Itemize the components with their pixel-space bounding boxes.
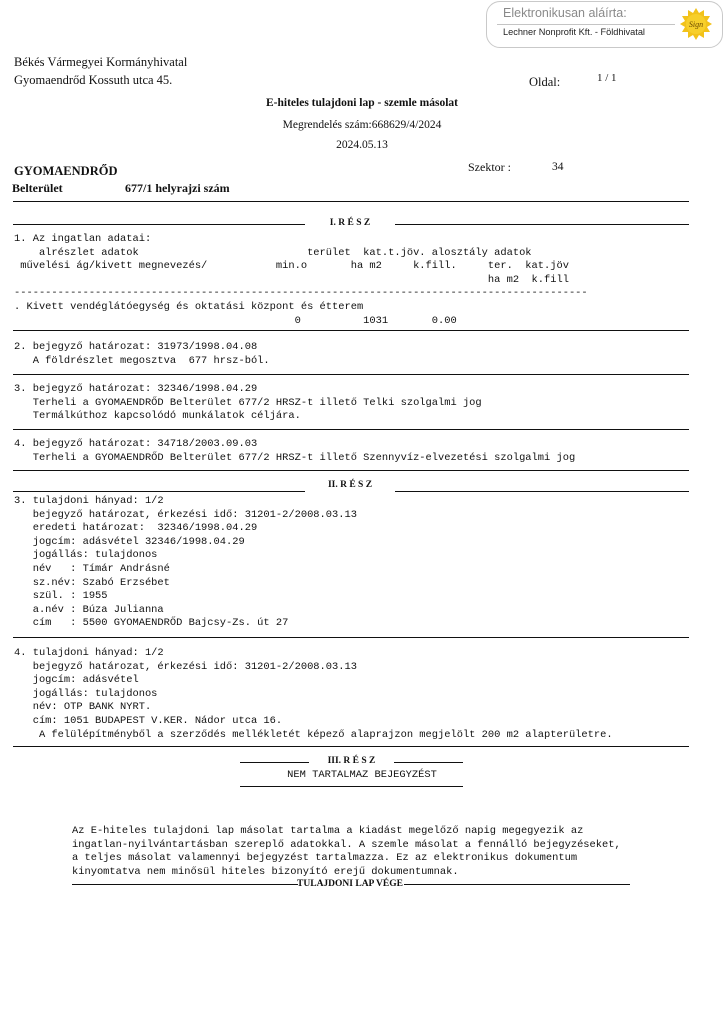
signature-title: Elektronikusan aláírta: [503,6,627,20]
entry-3 [14,383,482,424]
sector-value: 34 [552,161,564,173]
sector-label: Szektor : [468,160,511,174]
parcel-number: 677/1 helyrajzi szám [125,181,230,195]
page-label: Oldal: [529,75,561,89]
svg-text:Sign: Sign [688,20,704,29]
text-line: Az E-hiteles tulajdoni lap másolat tartalma a kiadást megelőző napig megegyezik az [72,825,584,837]
office-address: Gyomaendrőd Kossuth utca 45. [14,73,173,87]
text-line: név: OTP BANK NYRT. [14,701,152,714]
part1-rule-right [395,224,689,225]
no-entries-note: NEM TARTALMAZ BEJEGYZÉST [287,769,437,781]
text-line: 3. tulajdoni hányad: 1/2 [14,495,164,507]
order-number: Megrendelés szám:668629/4/2024 [282,119,442,131]
text-line: szül. : 1955 [14,590,108,603]
part2-rule-top [13,470,689,471]
part3-rule-right [394,762,463,763]
part1-rule-left [13,224,305,225]
text-line: sz.név: Szabó Erzsébet [14,576,170,589]
document-title: E-hiteles tulajdoni lap - szemle másolat [266,97,458,109]
owner-4-block [14,647,613,742]
text-line: a teljes másolat valamennyi bejegyzést tartalmazza. Ez az elektronikus dokumentum [72,852,578,865]
issuing-office: Békés Vármegyei Kormányhivatal [14,55,188,69]
text-line: ha m2 k.fill [14,273,569,286]
entry-divider [13,374,689,375]
text-line: 4. bejegyző határozat: 34718/2003.09.03 [14,438,258,450]
text-line: a.név : Búza Julianna [14,603,164,616]
text-line: jogcím: adásvétel 32346/1998.04.29 [14,535,245,548]
property-data-block [14,233,588,328]
end-rule-right [404,884,630,885]
text-line: eredeti határozat: 32346/1998.04.29 [14,522,258,535]
text-line: Terheli a GYOMAENDRŐD Belterület 677/2 HRSZ-t illető Telki szolgalmi jog [14,396,482,409]
electronic-signature-box[interactable] [486,1,723,48]
text-line: jogcím: adásvétel [14,674,139,687]
text-line: . Kivett vendéglátóegység és oktatási központ és étterem [14,300,364,313]
text-line: 4. tulajdoni hányad: 1/2 [14,647,164,659]
text-line: A felülépítményből a szerződés mellékletét képező alaprajzon megjelölt 200 m2 alapterületre. [14,728,613,741]
text-line: kinyomtatva nem minősül hiteles bizonyító erejű dokumentumnak. [72,865,459,878]
entry-divider [13,637,689,638]
part2-rule-left [13,491,305,492]
entry-4 [14,438,575,465]
text-line: bejegyző határozat, érkezési idő: 31201-2/2008.03.13 [14,660,357,673]
signature-signer: Lechner Nonprofit Kft. - Földhivatal [503,27,645,37]
text-line: 0 1031 0.00 [14,314,457,327]
text-line: jogállás: tulajdonos [14,549,158,562]
text-line: művelési ág/kivett megnevezés/ min.o ha m2 k.fill. ter. kat.jöv [14,260,569,273]
signature-divider [497,24,675,25]
text-line: jogállás: tulajdonos [14,687,158,700]
signature-seal-icon [679,7,713,41]
text-line: Terheli a GYOMAENDRŐD Belterület 677/2 HRSZ-t illető Szennyvíz-elvezetési szolgalmi jog [14,451,576,464]
part3-rule-left [240,762,309,763]
text-line: 1. Az ingatlan adatai: [14,233,152,245]
settlement-name: GYOMAENDRŐD [14,164,118,178]
entry-divider [13,330,689,331]
page-number: 1 / 1 [597,72,617,84]
text-line: 2. bejegyző határozat: 31973/1998.04.08 [14,341,258,353]
entry-divider [13,429,689,430]
text-line: 3. bejegyző határozat: 32346/1998.04.29 [14,383,258,395]
text-line: bejegyző határozat, érkezési idő: 31201-2/2008.03.13 [14,508,357,521]
text-line: A földrészlet megosztva 677 hrsz-ból. [14,354,270,367]
owner-3-block [14,495,357,631]
area-type: Belterület [12,181,63,195]
part3-rule-top [13,746,689,747]
text-line: alrészlet adatok terület kat.t.jöv. alosztály adatok [14,246,532,259]
part1-heading: I. R É S Z [329,218,371,228]
disclaimer-text [72,825,621,879]
text-line: cím : 5500 GYOMAENDRŐD Bajcsy-Zs. út 27 [14,617,289,630]
part2-rule-right [395,491,689,492]
part3-heading: III. R É S Z [327,756,376,766]
text-line: -------------------------------------------------------------------------------------------- [14,287,588,300]
text-line: ingatlan-nyilvántartásban szereplő adatokkal. A szemle másolat a fennálló bejegyzéseket, [72,838,621,851]
text-line: Termálkúthoz kapcsolódó munkálatok céljára. [14,410,301,423]
end-rule-left [72,884,298,885]
header-rule [13,201,689,202]
text-line: cím: 1051 BUDAPEST V.KER. Nádor utca 16. [14,714,283,727]
end-of-document: TULAJDONI LAP VÉGE [297,879,403,889]
issue-date: 2024.05.13 [336,139,388,151]
part3-rule-bottom [240,786,463,787]
entry-2 [14,341,270,368]
text-line: név : Tímár Andrásné [14,562,170,575]
part2-heading: II. R É S Z [327,480,373,490]
